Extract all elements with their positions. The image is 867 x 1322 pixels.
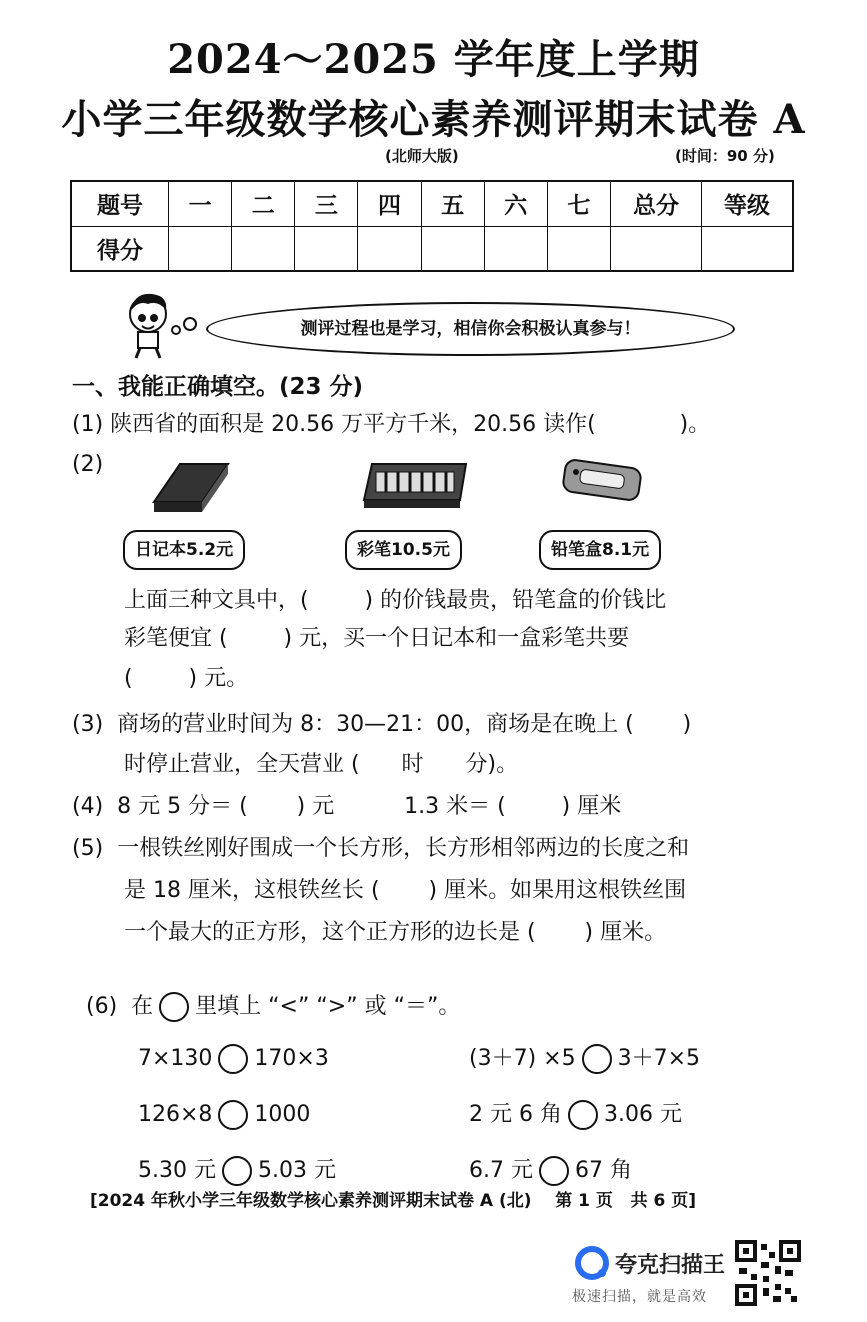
compare-item — [455, 1070, 682, 1130]
exam-title-line2: 小学三年级数学核心素养测评期末试卷 A — [61, 96, 806, 143]
score-cell: 题号 — [71, 181, 169, 226]
question-2-label: (2) — [72, 452, 104, 477]
compare-item — [124, 1126, 336, 1186]
compare-left: (3＋7) ×5 — [469, 1046, 576, 1071]
question-2-line-2: 彩笔便宜 ( ) 元，买一个日记本和一盒彩笔共要 — [124, 626, 630, 651]
notebook-icon — [150, 460, 232, 516]
score-cell: 四 — [358, 181, 421, 226]
score-entry-cell — [547, 226, 610, 271]
encouragement-bubble: 测评过程也是学习，相信你会积极认真参与！ — [206, 302, 735, 356]
compare-right: 170×3 — [254, 1046, 329, 1071]
score-cell: 总分 — [611, 181, 702, 226]
score-entry-cell — [295, 226, 358, 271]
question-3-line-1: (3) 商场的营业时间为 8：30—21：00，商场是在晚上 ( ) — [72, 712, 692, 737]
score-entry-cell — [232, 226, 295, 271]
page-footer: [2024 年秋小学三年级数学核心素养测评期末试卷 A (北) 第 1 页 共 6 页] — [90, 1191, 697, 1211]
question-5-line-3: 一个最大的正方形，这个正方形的边长是 ( ) 厘米。 — [124, 920, 667, 945]
compare-right: 67 角 — [574, 1158, 632, 1183]
score-entry-cell — [611, 226, 702, 271]
time-limit: (时间：90 分) — [675, 147, 775, 165]
question-2-line-1: 上面三种文具中，( ) 的价钱最贵，铅笔盒的价钱比 — [124, 588, 667, 613]
question-5-line-1: (5) 一根铁丝刚好围成一个长方形，长方形相邻两边的长度之和 — [72, 836, 690, 861]
edition-label: (北师大版) — [385, 147, 459, 165]
score-entry-cell — [358, 226, 421, 271]
compare-left: 6.7 元 — [469, 1158, 533, 1183]
price-label-color-pens: 彩笔10.5元 — [345, 530, 462, 570]
price-label-pencil-case: 铅笔盒8.1元 — [539, 530, 661, 570]
price-label-notebook: 日记本5.2元 — [123, 530, 245, 570]
answer-circle[interactable] — [222, 1156, 252, 1186]
score-table — [70, 180, 794, 272]
score-cell: 七 — [547, 181, 610, 226]
compare-right: 3＋7×5 — [617, 1046, 701, 1071]
score-cell: 等级 — [702, 181, 794, 226]
compare-left: 126×8 — [138, 1102, 213, 1127]
score-cell: 五 — [421, 181, 484, 226]
score-cell: 三 — [295, 181, 358, 226]
pencil-case-icon — [560, 458, 646, 502]
question-2-line-3: ( ) 元。 — [124, 666, 249, 691]
question-4: (4) 8 元 5 分＝ ( ) 元 1.3 米＝ ( ) 厘米 — [72, 794, 622, 819]
question-6 — [72, 962, 460, 1022]
compare-left: 5.30 元 — [138, 1158, 216, 1183]
quark-logo-icon — [575, 1246, 609, 1280]
score-entry-cell — [484, 226, 547, 271]
score-entry-cell — [421, 226, 484, 271]
compare-item — [455, 1014, 700, 1074]
score-cell: 二 — [232, 181, 295, 226]
exam-title-line1: 2024～2025 学年度上学期 — [167, 36, 700, 83]
section1-heading: 一、我能正确填空。(23 分) — [72, 374, 364, 400]
compare-right: 1000 — [254, 1102, 311, 1127]
compare-left: 7×130 — [138, 1046, 213, 1071]
question-1: (1) 陕西省的面积是 20.56 万平方千米，20.56 读作( )。 — [72, 412, 711, 437]
score-cell: 得分 — [71, 226, 169, 271]
score-cell: 六 — [484, 181, 547, 226]
compare-item — [124, 1070, 310, 1130]
scanner-slogan: 极速扫描，就是高效 — [572, 1289, 707, 1305]
answer-circle[interactable] — [539, 1156, 569, 1186]
compare-item — [124, 1014, 329, 1074]
score-entry-cell — [169, 226, 232, 271]
compare-right: 5.03 元 — [257, 1158, 336, 1183]
question-6-prefix: (6) 在 — [86, 994, 154, 1019]
compare-item — [455, 1126, 632, 1186]
cartoon-student-icon — [118, 288, 208, 360]
question-5-line-2: 是 18 厘米，这根铁丝长 ( ) 厘米。如果用这根铁丝围 — [124, 878, 687, 903]
scanner-brand: 夸克扫描王 — [615, 1253, 726, 1278]
score-table-score-row — [71, 226, 793, 271]
color-pens-icon — [362, 462, 470, 512]
score-entry-cell — [702, 226, 794, 271]
question-3-line-2: 时停止营业，全天营业 ( 时 分)。 — [124, 752, 519, 777]
question-6-instruction: 里填上 “<” “>” 或 “＝”。 — [195, 994, 461, 1019]
score-table-header-row — [71, 181, 793, 226]
compare-left: 2 元 6 角 — [469, 1102, 562, 1127]
qr-code-icon — [735, 1240, 801, 1306]
score-cell: 一 — [169, 181, 232, 226]
compare-right: 3.06 元 — [603, 1102, 682, 1127]
